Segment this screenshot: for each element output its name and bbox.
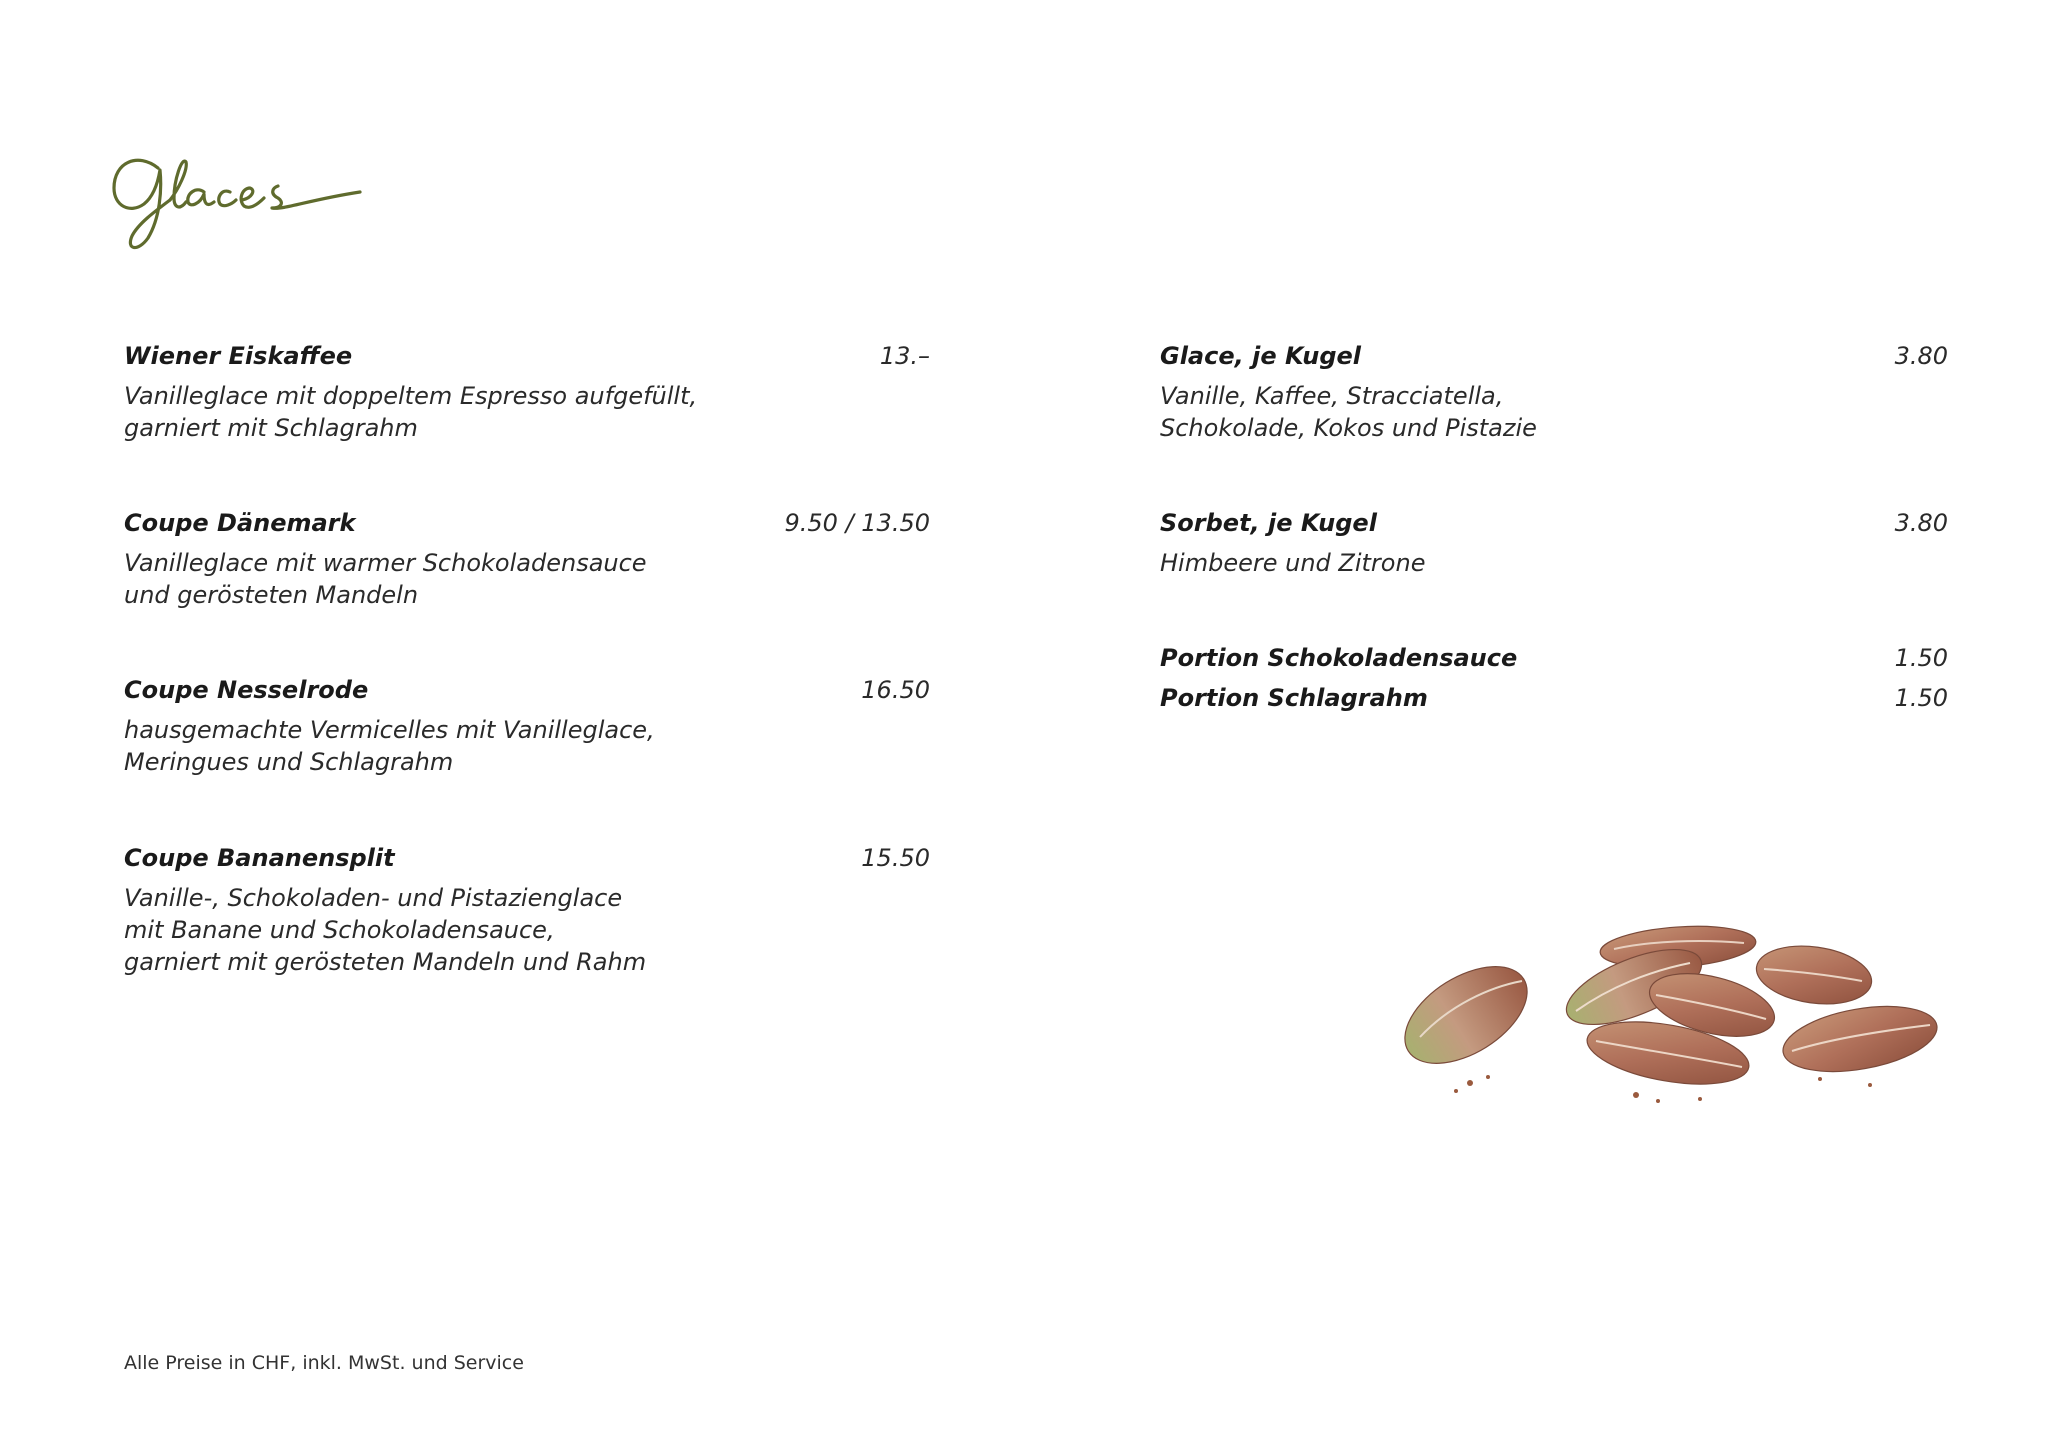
menu-item-price: 3.80 bbox=[1894, 342, 1948, 370]
menu-item-header bbox=[1160, 509, 1948, 543]
menu-item-price: 13.– bbox=[879, 342, 930, 370]
description-line: Vanille, Kaffee, Stracciatella, bbox=[1160, 382, 1504, 410]
menu-item-header bbox=[1160, 342, 1948, 376]
description-line: mit Banane und Schokoladensauce, bbox=[124, 916, 555, 944]
menu-item bbox=[124, 509, 930, 611]
menu-item-price: 1.50 bbox=[1894, 644, 1948, 672]
menu-item-header bbox=[1160, 684, 1948, 718]
description-line: Meringues und Schlagrahm bbox=[124, 748, 454, 776]
price-note-footer: Alle Preise in CHF, inkl. MwSt. und Service bbox=[124, 1352, 524, 1374]
description-line: Himbeere und Zitrone bbox=[1160, 549, 1426, 577]
menu-item-description bbox=[124, 547, 930, 611]
menu-item-name: Coupe Dänemark bbox=[124, 509, 356, 537]
menu-item-price: 15.50 bbox=[861, 844, 930, 872]
page-title bbox=[108, 140, 368, 260]
description-line: und gerösteten Mandeln bbox=[124, 581, 419, 609]
menu-item-price: 16.50 bbox=[861, 676, 930, 704]
pistachio-nuts-illustration bbox=[1400, 915, 1940, 1115]
description-line: hausgemachte Vermicelles mit Vanilleglace, bbox=[124, 716, 655, 744]
menu-item-header bbox=[124, 509, 930, 543]
menu-item bbox=[1160, 342, 1948, 444]
menu-item-description bbox=[124, 714, 930, 778]
menu-item-header bbox=[124, 676, 930, 710]
menu-item-description bbox=[1160, 380, 1948, 444]
menu-item bbox=[1160, 644, 1948, 678]
menu-item-name: Coupe Bananensplit bbox=[124, 844, 395, 872]
description-line: Vanille-, Schokoladen- und Pistazienglace bbox=[124, 884, 623, 912]
menu-item bbox=[1160, 509, 1948, 579]
menu-item-description bbox=[124, 882, 930, 978]
menu-item-name: Portion Schlagrahm bbox=[1160, 684, 1428, 712]
description-line: Schokolade, Kokos und Pistazie bbox=[1160, 414, 1537, 442]
menu-item-header bbox=[124, 342, 930, 376]
menu-item-header bbox=[124, 844, 930, 878]
glaces-script-logo bbox=[108, 140, 368, 260]
menu-item bbox=[124, 844, 930, 978]
menu-item bbox=[124, 342, 930, 444]
pistachio-icon bbox=[1400, 915, 1940, 1115]
description-line: Vanilleglace mit doppeltem Espresso aufgefüllt, bbox=[124, 382, 698, 410]
description-line: Vanilleglace mit warmer Schokoladensauce bbox=[124, 549, 647, 577]
menu-item-price: 1.50 bbox=[1894, 684, 1948, 712]
menu-item bbox=[1160, 684, 1948, 718]
description-line: garniert mit Schlagrahm bbox=[124, 414, 418, 442]
menu-item-price: 3.80 bbox=[1894, 509, 1948, 537]
menu-item-name: Sorbet, je Kugel bbox=[1160, 509, 1377, 537]
description-line: garniert mit gerösteten Mandeln und Rahm bbox=[124, 948, 647, 976]
menu-item bbox=[124, 676, 930, 778]
menu-item-header bbox=[1160, 644, 1948, 678]
menu-item-description bbox=[1160, 547, 1948, 579]
menu-item-name: Wiener Eiskaffee bbox=[124, 342, 353, 370]
menu-item-name: Portion Schokoladensauce bbox=[1160, 644, 1518, 672]
menu-item-price: 9.50 / 13.50 bbox=[784, 509, 930, 537]
menu-item-name: Glace, je Kugel bbox=[1160, 342, 1362, 370]
menu-item-description bbox=[124, 380, 930, 444]
menu-item-name: Coupe Nesselrode bbox=[124, 676, 369, 704]
